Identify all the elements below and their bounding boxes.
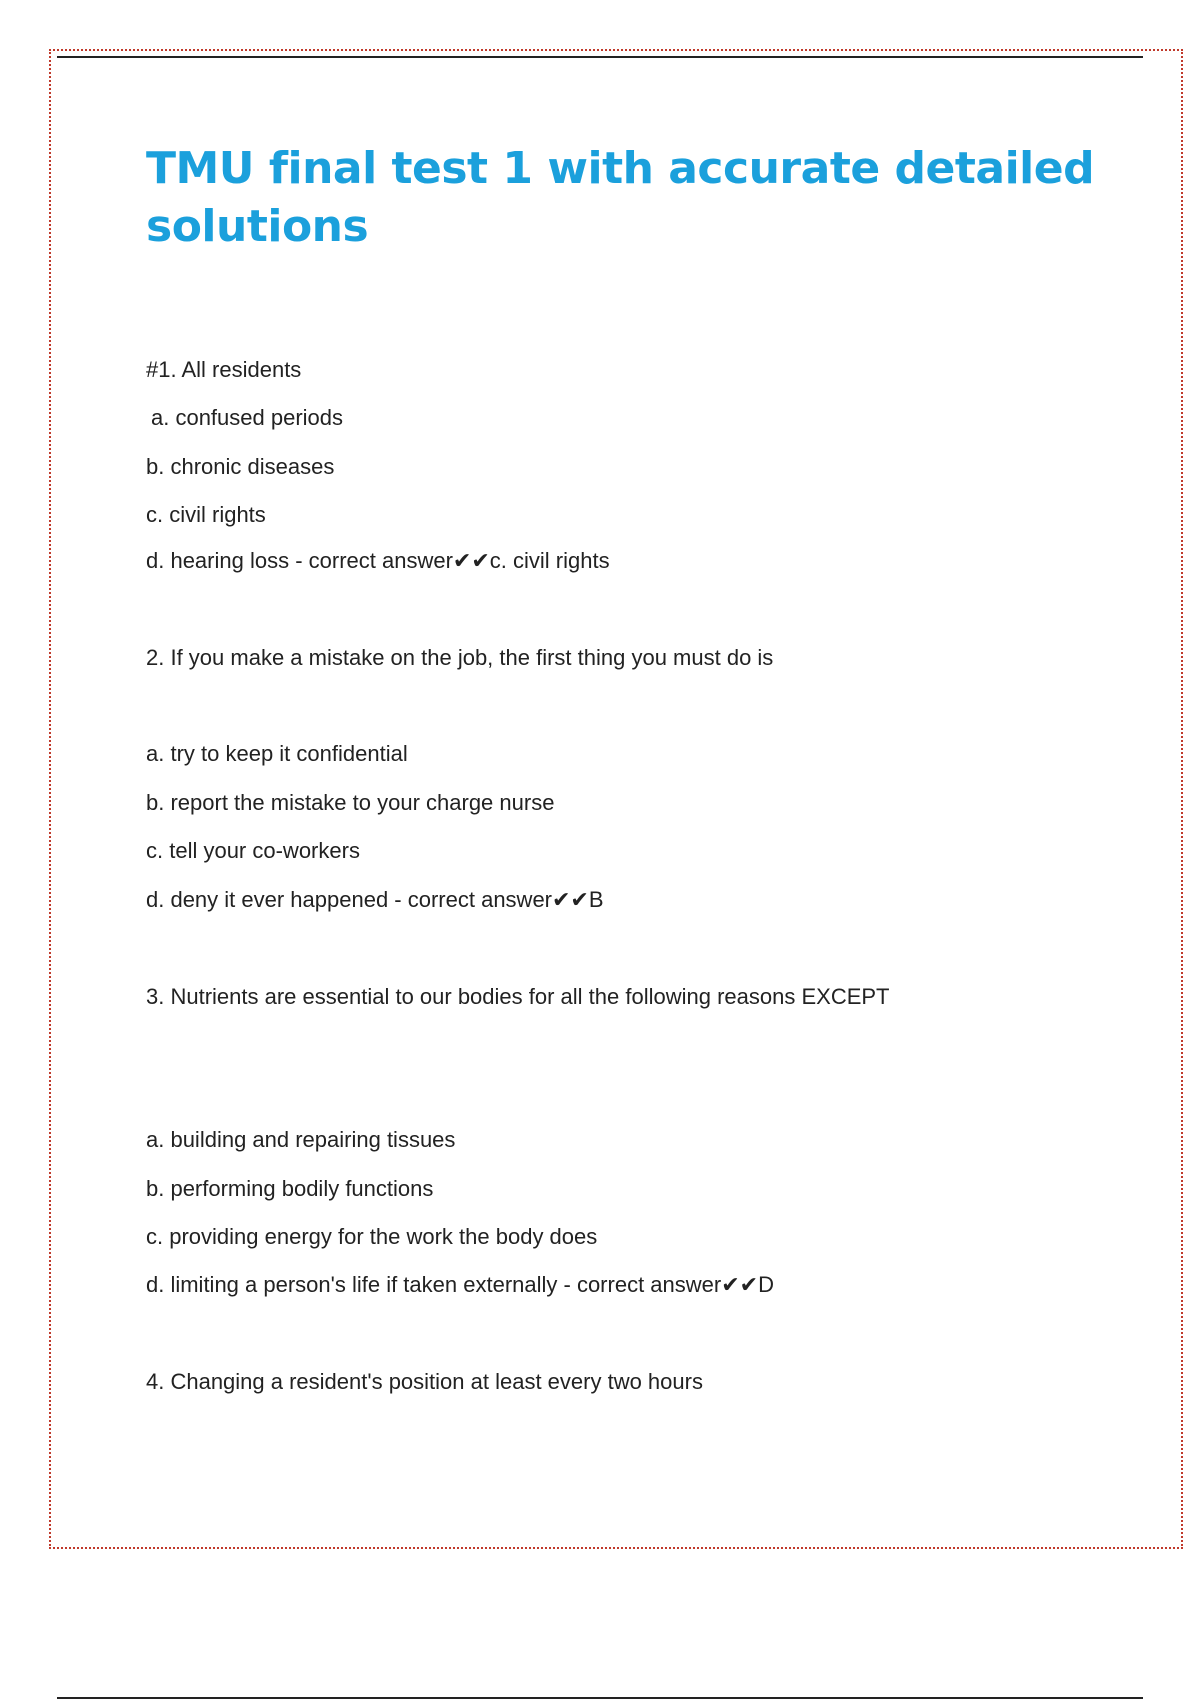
question-prompt: 2. If you make a mistake on the job, the first thing you must do is	[146, 645, 774, 670]
document-title: TMU final test 1 with accurate detailed solutions	[146, 143, 1095, 252]
answer-option: c. civil rights	[146, 502, 266, 527]
answer-option-with-correct-answer: d. limiting a person's life if taken externally - correct answer✔✔D	[146, 1272, 774, 1297]
footer-rule	[57, 1697, 1143, 1699]
question-prompt: 4. Changing a resident's position at least every two hours	[146, 1369, 703, 1394]
question-prompt: #1. All residents	[146, 357, 302, 382]
answer-option: b. report the mistake to your charge nurse	[146, 790, 555, 815]
answer-option-with-correct-answer: d. deny it ever happened - correct answer✔✔B	[146, 887, 604, 912]
answer-option: a. building and repairing tissues	[146, 1127, 456, 1152]
answer-option: b. performing bodily functions	[146, 1176, 434, 1201]
header-rule	[57, 56, 1143, 58]
answer-option: a. confused periods	[151, 405, 344, 430]
question-prompt: 3. Nutrients are essential to our bodies for all the following reasons EXCEPT	[146, 984, 890, 1009]
answer-option: c. tell your co-workers	[146, 838, 360, 863]
answer-option: a. try to keep it confidential	[146, 741, 408, 766]
answer-option-with-correct-answer: d. hearing loss - correct answer✔✔c. civil rights	[146, 548, 610, 573]
answer-option: c. providing energy for the work the body does	[146, 1224, 598, 1249]
answer-option: b. chronic diseases	[146, 454, 335, 479]
